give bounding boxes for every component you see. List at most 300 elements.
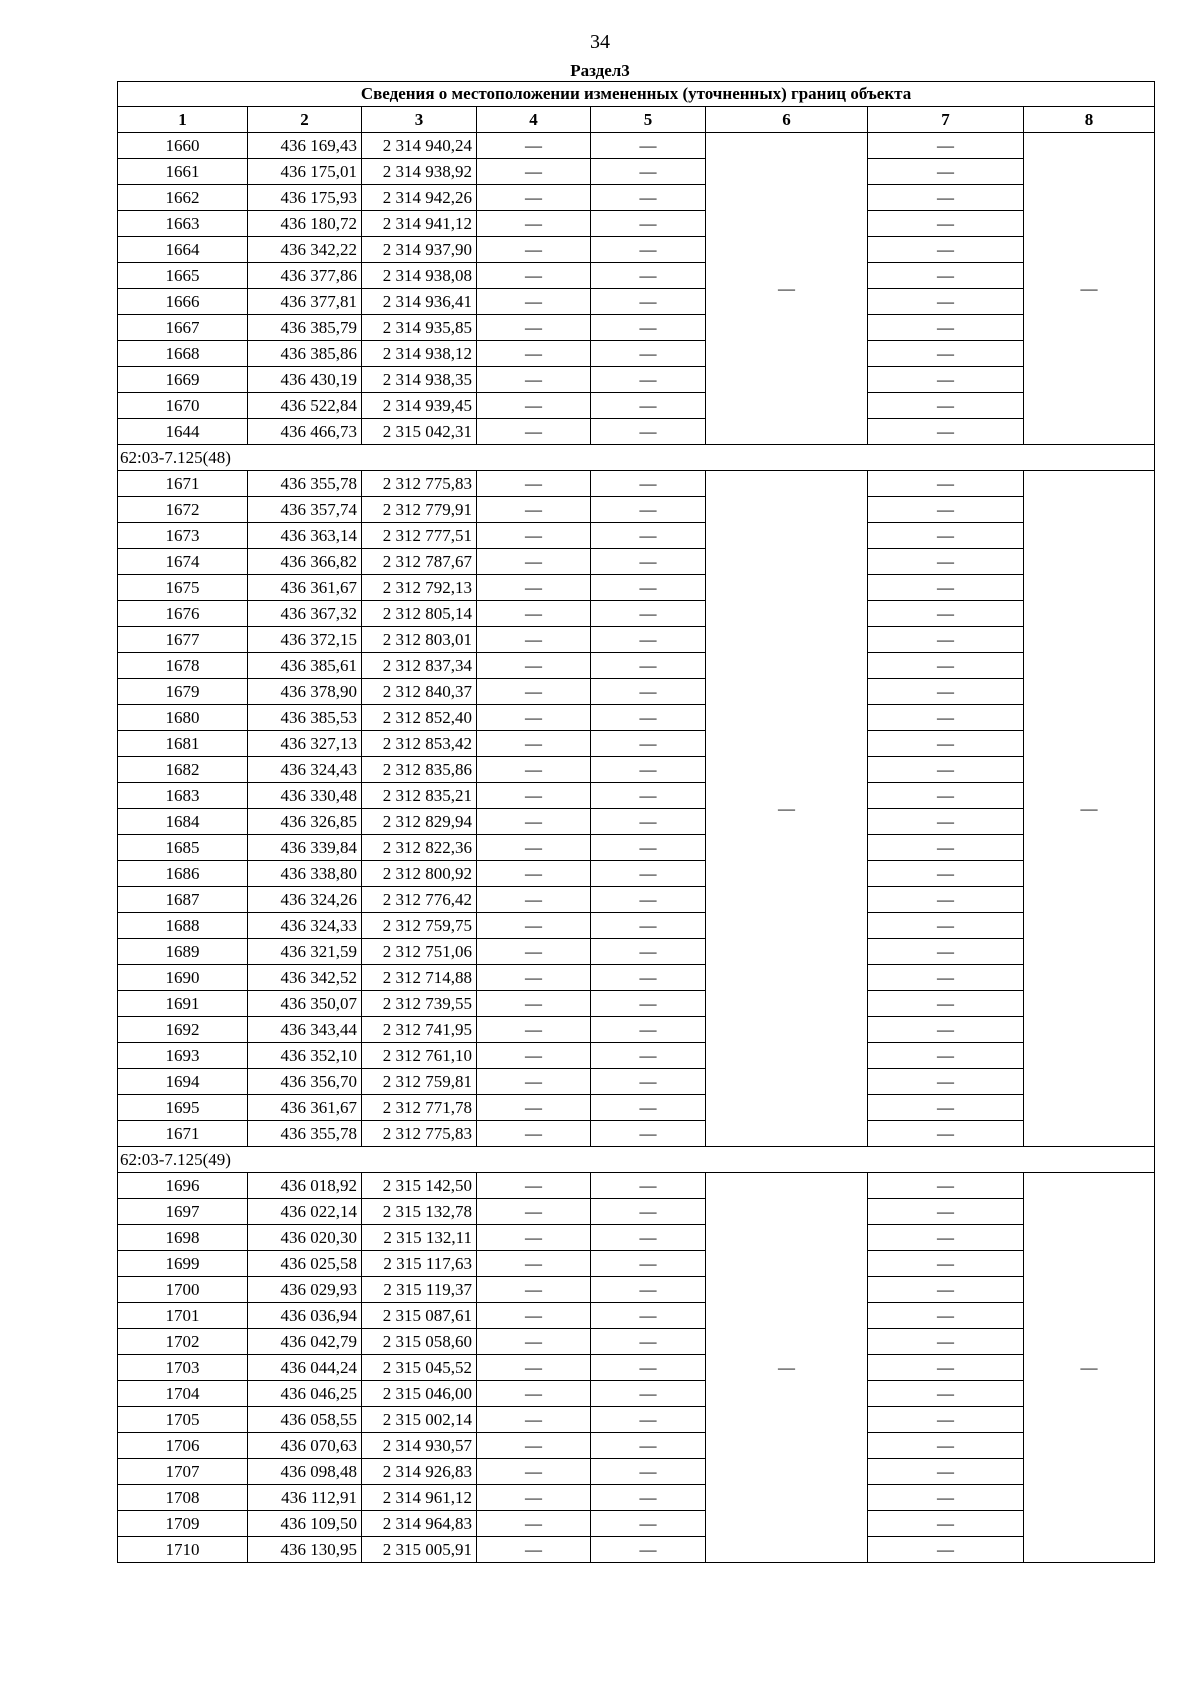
col5-cell: — <box>591 263 706 289</box>
col5-cell: — <box>591 133 706 159</box>
col4-cell: — <box>477 497 591 523</box>
col4-cell: — <box>477 1511 591 1537</box>
x-coordinate-cell: 436 377,86 <box>248 263 362 289</box>
col7-cell: — <box>868 1407 1024 1433</box>
y-coordinate-cell: 2 312 739,55 <box>362 991 477 1017</box>
table-row <box>118 1459 1155 1485</box>
point-number-cell: 1666 <box>118 289 248 315</box>
point-number-cell: 1703 <box>118 1355 248 1381</box>
point-number-cell: 1684 <box>118 809 248 835</box>
col4-cell: — <box>477 367 591 393</box>
col7-cell: — <box>868 1459 1024 1485</box>
col8-merged-cell: — <box>1024 471 1155 1147</box>
x-coordinate-cell: 436 372,15 <box>248 627 362 653</box>
y-coordinate-cell: 2 312 741,95 <box>362 1017 477 1043</box>
col4-cell: — <box>477 1277 591 1303</box>
x-coordinate-cell: 436 042,79 <box>248 1329 362 1355</box>
y-coordinate-cell: 2 312 777,51 <box>362 523 477 549</box>
table-row <box>118 1251 1155 1277</box>
col5-cell: — <box>591 601 706 627</box>
x-coordinate-cell: 436 175,01 <box>248 159 362 185</box>
point-number-cell: 1669 <box>118 367 248 393</box>
x-coordinate-cell: 436 366,82 <box>248 549 362 575</box>
point-number-cell: 1672 <box>118 497 248 523</box>
col4-cell: — <box>477 913 591 939</box>
col7-cell: — <box>868 835 1024 861</box>
col7-cell: — <box>868 679 1024 705</box>
point-number-cell: 1698 <box>118 1225 248 1251</box>
y-coordinate-cell: 2 312 835,86 <box>362 757 477 783</box>
table-row <box>118 575 1155 601</box>
col5-cell: — <box>591 1121 706 1147</box>
col5-cell: — <box>591 315 706 341</box>
point-number-cell: 1673 <box>118 523 248 549</box>
col5-cell: — <box>591 965 706 991</box>
col7-cell: — <box>868 211 1024 237</box>
col5-cell: — <box>591 913 706 939</box>
col6-merged-cell: — <box>706 471 868 1147</box>
x-coordinate-cell: 436 070,63 <box>248 1433 362 1459</box>
col4-cell: — <box>477 549 591 575</box>
y-coordinate-cell: 2 314 964,83 <box>362 1511 477 1537</box>
col5-cell: — <box>591 185 706 211</box>
point-number-cell: 1710 <box>118 1537 248 1563</box>
y-coordinate-cell: 2 315 087,61 <box>362 1303 477 1329</box>
col6-merged-cell: — <box>706 1173 868 1563</box>
parcel-label-row <box>118 445 1155 471</box>
col5-cell: — <box>591 471 706 497</box>
col4-cell: — <box>477 341 591 367</box>
col5-cell: — <box>591 1485 706 1511</box>
x-coordinate-cell: 436 363,14 <box>248 523 362 549</box>
column-header: 6 <box>706 107 868 133</box>
x-coordinate-cell: 436 175,93 <box>248 185 362 211</box>
point-number-cell: 1706 <box>118 1433 248 1459</box>
point-number-cell: 1695 <box>118 1095 248 1121</box>
x-coordinate-cell: 436 180,72 <box>248 211 362 237</box>
table-row <box>118 731 1155 757</box>
table-row <box>118 1069 1155 1095</box>
col4-cell: — <box>477 263 591 289</box>
y-coordinate-cell: 2 312 775,83 <box>362 1121 477 1147</box>
point-number-cell: 1665 <box>118 263 248 289</box>
col4-cell: — <box>477 1381 591 1407</box>
table-row <box>118 653 1155 679</box>
table-caption: Сведения о местоположении измененных (уточненных) границ объекта <box>118 82 1155 107</box>
col7-cell: — <box>868 731 1024 757</box>
y-coordinate-cell: 2 314 935,85 <box>362 315 477 341</box>
y-coordinate-cell: 2 315 119,37 <box>362 1277 477 1303</box>
x-coordinate-cell: 436 330,48 <box>248 783 362 809</box>
column-header: 2 <box>248 107 362 133</box>
table-row <box>118 601 1155 627</box>
col7-cell: — <box>868 315 1024 341</box>
point-number-cell: 1686 <box>118 861 248 887</box>
table-row <box>118 289 1155 315</box>
col7-cell: — <box>868 1433 1024 1459</box>
parcel-number: 62:03-7.125(49) <box>118 1147 1155 1173</box>
x-coordinate-cell: 436 385,79 <box>248 315 362 341</box>
section-title: Раздел3 <box>570 61 630 80</box>
col5-cell: — <box>591 341 706 367</box>
col7-cell: — <box>868 809 1024 835</box>
col7-cell: — <box>868 1069 1024 1095</box>
point-number-cell: 1644 <box>118 419 248 445</box>
point-number-cell: 1690 <box>118 965 248 991</box>
x-coordinate-cell: 436 036,94 <box>248 1303 362 1329</box>
col7-cell: — <box>868 1329 1024 1355</box>
point-number-cell: 1682 <box>118 757 248 783</box>
col7-cell: — <box>868 939 1024 965</box>
col5-cell: — <box>591 1251 706 1277</box>
point-number-cell: 1676 <box>118 601 248 627</box>
col7-cell: — <box>868 289 1024 315</box>
x-coordinate-cell: 436 343,44 <box>248 1017 362 1043</box>
parcel-number: 62:03-7.125(48) <box>118 445 1155 471</box>
table-row <box>118 159 1155 185</box>
col4-cell: — <box>477 783 591 809</box>
point-number-cell: 1696 <box>118 1173 248 1199</box>
col4-cell: — <box>477 965 591 991</box>
col5-cell: — <box>591 1199 706 1225</box>
col4-cell: — <box>477 731 591 757</box>
col7-cell: — <box>868 1043 1024 1069</box>
boundary-table <box>117 81 1155 1563</box>
y-coordinate-cell: 2 314 937,90 <box>362 237 477 263</box>
col7-cell: — <box>868 705 1024 731</box>
y-coordinate-cell: 2 312 852,40 <box>362 705 477 731</box>
x-coordinate-cell: 436 044,24 <box>248 1355 362 1381</box>
point-number-cell: 1705 <box>118 1407 248 1433</box>
col7-cell: — <box>868 965 1024 991</box>
col4-cell: — <box>477 757 591 783</box>
point-number-cell: 1708 <box>118 1485 248 1511</box>
col4-cell: — <box>477 861 591 887</box>
table-row <box>118 419 1155 445</box>
table-row <box>118 887 1155 913</box>
y-coordinate-cell: 2 312 822,36 <box>362 835 477 861</box>
point-number-cell: 1671 <box>118 1121 248 1147</box>
col5-cell: — <box>591 627 706 653</box>
column-header-row <box>118 107 1155 133</box>
table-row <box>118 549 1155 575</box>
col5-cell: — <box>591 497 706 523</box>
col5-cell: — <box>591 1511 706 1537</box>
y-coordinate-cell: 2 314 939,45 <box>362 393 477 419</box>
col5-cell: — <box>591 757 706 783</box>
column-header: 8 <box>1024 107 1155 133</box>
col7-cell: — <box>868 133 1024 159</box>
col4-cell: — <box>477 419 591 445</box>
point-number-cell: 1662 <box>118 185 248 211</box>
y-coordinate-cell: 2 312 771,78 <box>362 1095 477 1121</box>
table-row <box>118 1511 1155 1537</box>
y-coordinate-cell: 2 314 940,24 <box>362 133 477 159</box>
x-coordinate-cell: 436 352,10 <box>248 1043 362 1069</box>
x-coordinate-cell: 436 029,93 <box>248 1277 362 1303</box>
point-number-cell: 1700 <box>118 1277 248 1303</box>
x-coordinate-cell: 436 466,73 <box>248 419 362 445</box>
col4-cell: — <box>477 1251 591 1277</box>
x-coordinate-cell: 436 109,50 <box>248 1511 362 1537</box>
column-header: 1 <box>118 107 248 133</box>
col5-cell: — <box>591 783 706 809</box>
col4-cell: — <box>477 1303 591 1329</box>
x-coordinate-cell: 436 326,85 <box>248 809 362 835</box>
table-row <box>118 471 1155 497</box>
table-row <box>118 835 1155 861</box>
col7-cell: — <box>868 419 1024 445</box>
col7-cell: — <box>868 341 1024 367</box>
y-coordinate-cell: 2 314 930,57 <box>362 1433 477 1459</box>
y-coordinate-cell: 2 314 942,26 <box>362 185 477 211</box>
col7-cell: — <box>868 1225 1024 1251</box>
y-coordinate-cell: 2 315 058,60 <box>362 1329 477 1355</box>
x-coordinate-cell: 436 357,74 <box>248 497 362 523</box>
col7-cell: — <box>868 159 1024 185</box>
x-coordinate-cell: 436 356,70 <box>248 1069 362 1095</box>
col7-cell: — <box>868 991 1024 1017</box>
table-row <box>118 861 1155 887</box>
y-coordinate-cell: 2 315 002,14 <box>362 1407 477 1433</box>
table-row <box>118 1381 1155 1407</box>
x-coordinate-cell: 436 361,67 <box>248 1095 362 1121</box>
point-number-cell: 1699 <box>118 1251 248 1277</box>
col5-cell: — <box>591 1095 706 1121</box>
point-number-cell: 1688 <box>118 913 248 939</box>
col4-cell: — <box>477 1355 591 1381</box>
y-coordinate-cell: 2 312 714,88 <box>362 965 477 991</box>
x-coordinate-cell: 436 385,61 <box>248 653 362 679</box>
y-coordinate-cell: 2 312 853,42 <box>362 731 477 757</box>
col4-cell: — <box>477 159 591 185</box>
x-coordinate-cell: 436 020,30 <box>248 1225 362 1251</box>
x-coordinate-cell: 436 385,86 <box>248 341 362 367</box>
y-coordinate-cell: 2 312 787,67 <box>362 549 477 575</box>
col4-cell: — <box>477 653 591 679</box>
col4-cell: — <box>477 1199 591 1225</box>
col7-cell: — <box>868 1355 1024 1381</box>
x-coordinate-cell: 436 112,91 <box>248 1485 362 1511</box>
x-coordinate-cell: 436 098,48 <box>248 1459 362 1485</box>
col7-cell: — <box>868 1277 1024 1303</box>
col8-merged-cell: — <box>1024 133 1155 445</box>
col5-cell: — <box>591 549 706 575</box>
col7-cell: — <box>868 575 1024 601</box>
x-coordinate-cell: 436 058,55 <box>248 1407 362 1433</box>
col4-cell: — <box>477 835 591 861</box>
col5-cell: — <box>591 1017 706 1043</box>
col4-cell: — <box>477 1459 591 1485</box>
table-row <box>118 367 1155 393</box>
col7-cell: — <box>868 861 1024 887</box>
table-row <box>118 1121 1155 1147</box>
point-number-cell: 1704 <box>118 1381 248 1407</box>
point-number-cell: 1674 <box>118 549 248 575</box>
col5-cell: — <box>591 1303 706 1329</box>
point-number-cell: 1702 <box>118 1329 248 1355</box>
point-number-cell: 1692 <box>118 1017 248 1043</box>
table-row <box>118 1485 1155 1511</box>
point-number-cell: 1687 <box>118 887 248 913</box>
col4-cell: — <box>477 1225 591 1251</box>
table-body <box>118 133 1155 1563</box>
point-number-cell: 1679 <box>118 679 248 705</box>
col4-cell: — <box>477 991 591 1017</box>
col4-cell: — <box>477 315 591 341</box>
col7-cell: — <box>868 627 1024 653</box>
y-coordinate-cell: 2 315 117,63 <box>362 1251 477 1277</box>
y-coordinate-cell: 2 312 759,75 <box>362 913 477 939</box>
point-number-cell: 1701 <box>118 1303 248 1329</box>
point-number-cell: 1694 <box>118 1069 248 1095</box>
page-number: 34 <box>590 31 610 53</box>
table-row <box>118 939 1155 965</box>
col5-cell: — <box>591 1173 706 1199</box>
point-number-cell: 1671 <box>118 471 248 497</box>
point-number-cell: 1691 <box>118 991 248 1017</box>
col7-cell: — <box>868 653 1024 679</box>
point-number-cell: 1681 <box>118 731 248 757</box>
col7-cell: — <box>868 1095 1024 1121</box>
y-coordinate-cell: 2 312 759,81 <box>362 1069 477 1095</box>
y-coordinate-cell: 2 312 803,01 <box>362 627 477 653</box>
col7-cell: — <box>868 1017 1024 1043</box>
y-coordinate-cell: 2 315 046,00 <box>362 1381 477 1407</box>
table-row <box>118 315 1155 341</box>
y-coordinate-cell: 2 314 938,12 <box>362 341 477 367</box>
col4-cell: — <box>477 575 591 601</box>
col7-cell: — <box>868 1485 1024 1511</box>
col5-cell: — <box>591 1355 706 1381</box>
table-row <box>118 1303 1155 1329</box>
col7-cell: — <box>868 1121 1024 1147</box>
x-coordinate-cell: 436 018,92 <box>248 1173 362 1199</box>
point-number-cell: 1683 <box>118 783 248 809</box>
parcel-label-row <box>118 1147 1155 1173</box>
table-row <box>118 705 1155 731</box>
col7-cell: — <box>868 393 1024 419</box>
col5-cell: — <box>591 1381 706 1407</box>
table-row <box>118 133 1155 159</box>
table-row <box>118 341 1155 367</box>
col5-cell: — <box>591 679 706 705</box>
x-coordinate-cell: 436 169,43 <box>248 133 362 159</box>
col4-cell: — <box>477 679 591 705</box>
col8-merged-cell: — <box>1024 1173 1155 1563</box>
point-number-cell: 1675 <box>118 575 248 601</box>
point-number-cell: 1697 <box>118 1199 248 1225</box>
y-coordinate-cell: 2 312 840,37 <box>362 679 477 705</box>
col5-cell: — <box>591 1277 706 1303</box>
table-row <box>118 1043 1155 1069</box>
col7-cell: — <box>868 913 1024 939</box>
column-header: 3 <box>362 107 477 133</box>
col4-cell: — <box>477 185 591 211</box>
point-number-cell: 1677 <box>118 627 248 653</box>
y-coordinate-cell: 2 315 042,31 <box>362 419 477 445</box>
table-row <box>118 965 1155 991</box>
y-coordinate-cell: 2 315 132,78 <box>362 1199 477 1225</box>
y-coordinate-cell: 2 312 837,34 <box>362 653 477 679</box>
col5-cell: — <box>591 835 706 861</box>
col5-cell: — <box>591 809 706 835</box>
col7-cell: — <box>868 887 1024 913</box>
point-number-cell: 1709 <box>118 1511 248 1537</box>
col4-cell: — <box>477 1485 591 1511</box>
y-coordinate-cell: 2 314 941,12 <box>362 211 477 237</box>
col5-cell: — <box>591 159 706 185</box>
col4-cell: — <box>477 705 591 731</box>
point-number-cell: 1680 <box>118 705 248 731</box>
x-coordinate-cell: 436 378,90 <box>248 679 362 705</box>
col4-cell: — <box>477 289 591 315</box>
col4-cell: — <box>477 1043 591 1069</box>
col7-cell: — <box>868 1511 1024 1537</box>
col5-cell: — <box>591 653 706 679</box>
table-row <box>118 757 1155 783</box>
col7-cell: — <box>868 1537 1024 1563</box>
x-coordinate-cell: 436 321,59 <box>248 939 362 965</box>
y-coordinate-cell: 2 315 142,50 <box>362 1173 477 1199</box>
col4-cell: — <box>477 1433 591 1459</box>
col4-cell: — <box>477 601 591 627</box>
col7-cell: — <box>868 1303 1024 1329</box>
y-coordinate-cell: 2 314 936,41 <box>362 289 477 315</box>
col7-cell: — <box>868 601 1024 627</box>
y-coordinate-cell: 2 314 938,35 <box>362 367 477 393</box>
table-row <box>118 1355 1155 1381</box>
point-number-cell: 1663 <box>118 211 248 237</box>
col4-cell: — <box>477 523 591 549</box>
table-row <box>118 627 1155 653</box>
column-header: 4 <box>477 107 591 133</box>
table-row <box>118 211 1155 237</box>
col7-cell: — <box>868 783 1024 809</box>
col4-cell: — <box>477 809 591 835</box>
col5-cell: — <box>591 523 706 549</box>
table-row <box>118 497 1155 523</box>
col7-cell: — <box>868 1199 1024 1225</box>
col5-cell: — <box>591 1407 706 1433</box>
y-coordinate-cell: 2 312 751,06 <box>362 939 477 965</box>
y-coordinate-cell: 2 312 779,91 <box>362 497 477 523</box>
col7-cell: — <box>868 549 1024 575</box>
x-coordinate-cell: 436 377,81 <box>248 289 362 315</box>
col5-cell: — <box>591 211 706 237</box>
table-row <box>118 237 1155 263</box>
x-coordinate-cell: 436 342,22 <box>248 237 362 263</box>
col7-cell: — <box>868 471 1024 497</box>
col4-cell: — <box>477 393 591 419</box>
table-row <box>118 263 1155 289</box>
table-row <box>118 1329 1155 1355</box>
col7-cell: — <box>868 237 1024 263</box>
point-number-cell: 1678 <box>118 653 248 679</box>
point-number-cell: 1707 <box>118 1459 248 1485</box>
point-number-cell: 1660 <box>118 133 248 159</box>
x-coordinate-cell: 436 338,80 <box>248 861 362 887</box>
col5-cell: — <box>591 939 706 965</box>
col4-cell: — <box>477 1017 591 1043</box>
col4-cell: — <box>477 939 591 965</box>
col7-cell: — <box>868 497 1024 523</box>
point-number-cell: 1661 <box>118 159 248 185</box>
col4-cell: — <box>477 1173 591 1199</box>
x-coordinate-cell: 436 385,53 <box>248 705 362 731</box>
col6-merged-cell: — <box>706 133 868 445</box>
table-row <box>118 393 1155 419</box>
